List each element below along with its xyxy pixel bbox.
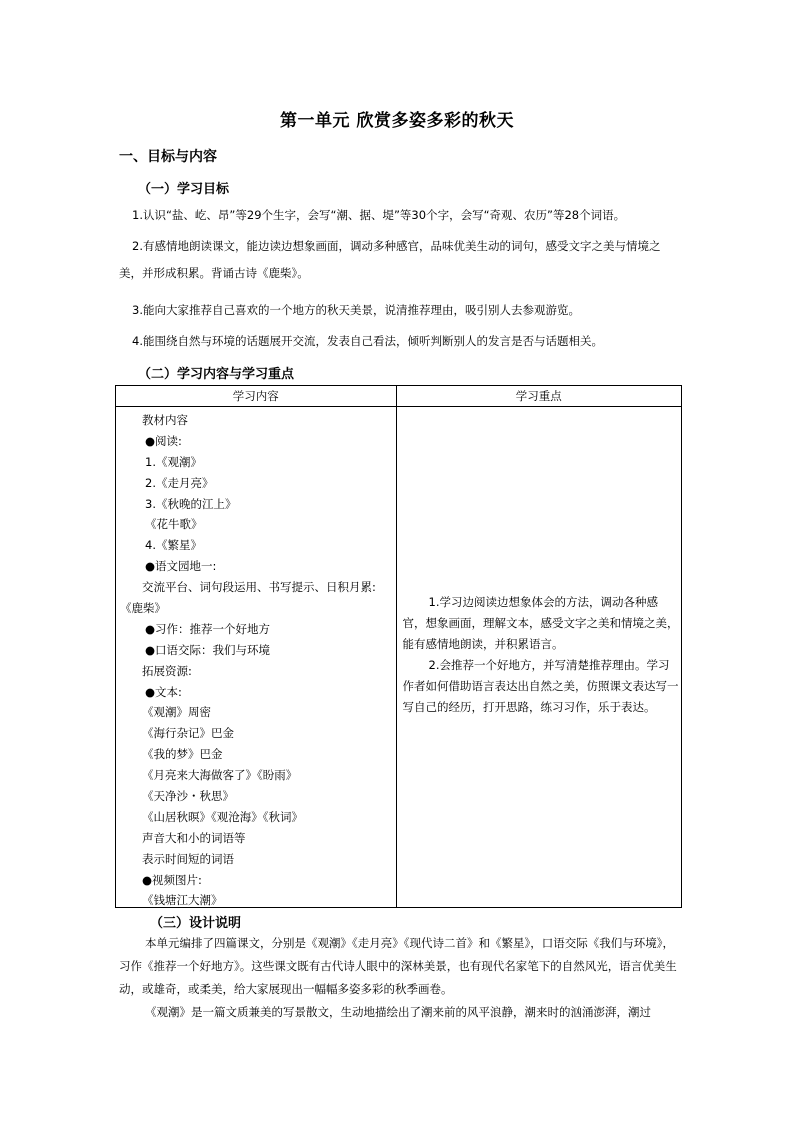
learning-content-table xyxy=(115,385,682,908)
goal-item-4: 4.能围绕自然与环境的话题展开交流，发表自己看法，倾听判断别人的发言是否与话题相关。 xyxy=(132,334,603,348)
content-line: 《花牛歌》 xyxy=(145,517,203,532)
content-line: ●口语交际：我们与环境 xyxy=(145,642,271,657)
table-header-focus: 学习重点 xyxy=(396,386,682,407)
content-list xyxy=(120,410,392,911)
content-line: 3.《秋晚的江上》 xyxy=(145,496,237,511)
content-cell xyxy=(116,407,397,908)
table-header-content: 学习内容 xyxy=(116,386,397,407)
content-line: ●语文园地一: xyxy=(145,559,217,574)
page-title: 第一单元 欣赏多姿多彩的秋天 xyxy=(280,111,514,131)
subheading-learning-content: （二）学习内容与学习重点 xyxy=(138,367,295,382)
focus-cell xyxy=(396,407,682,908)
content-line: 2.《走月亮》 xyxy=(145,475,214,490)
design-paragraph-2: 《观潮》是一篇文质兼美的写景散文，生动地描绘出了潮来前的风平浪静，潮来时的汹涌澎湃，潮过 xyxy=(145,1005,651,1019)
content-line: 《月亮来大海做客了》《盼雨》 xyxy=(142,768,298,783)
content-line: 《海行杂记》巴金 xyxy=(142,726,234,741)
content-line: 《观潮》周密 xyxy=(142,705,211,720)
goal-item-2: 2.有感情地朗读课文，能边读边想象画面，调动多种感官，品味优美生动的词句，感受文字之美与情境之美，并形成积累。背诵古诗《鹿柴》。 xyxy=(119,239,661,280)
content-line: 《天净沙・秋思》 xyxy=(142,789,234,804)
focus-item-1: 1.学习边阅读边想象体会的方法，调动各种感官，想象画面，理解文本，感受文字之美和情境之美，能有感情地朗读，并积累语言。 xyxy=(402,595,679,651)
goal-item-1: 1.认识“盐、屹、昂”等29个生字，会写“潮、据、堤”等30个字，会写“奇观、农历”等28个词语。 xyxy=(132,208,626,222)
content-line: 1.《观潮》 xyxy=(145,454,202,469)
focus-item-2: 2.会推荐一个好地方，并写清楚推荐理由。学习作者如何借助语言表达出自然之美，仿照课文表达写一写自己的经历，打开思路，练习习作，乐于表达。 xyxy=(402,658,679,714)
content-line: 声音大和小的词语等 xyxy=(142,830,246,845)
goal-item-3: 3.能向大家推荐自己喜欢的一个地方的秋天美景，说清推荐理由，吸引别人去参观游览。 xyxy=(132,303,580,317)
content-line: 《我的梦》巴金 xyxy=(142,747,223,762)
content-line: 拓展资源: xyxy=(142,663,192,678)
design-notes xyxy=(119,932,683,1024)
content-line: 教材内容 xyxy=(142,413,188,427)
subheading-design-notes: （三）设计说明 xyxy=(150,916,242,931)
content-line: 《鹿柴》 xyxy=(120,601,166,616)
focus-text xyxy=(403,592,679,718)
design-paragraph-1: 本单元编排了四篇课文，分别是《观潮》《走月亮》《现代诗二首》和《繁星》，口语交际《我们与环境》，习作《推荐一个好地方》。这些课文既有古代诗人眼中的深林美景，也有现代名家笔下的自然风光，语言优美生动，或雄奇，或柔美，给大家展现出一幅幅多姿多彩的秋季画卷。 xyxy=(119,936,677,996)
content-line: 《山居秋暝》《观沧海》《秋词》 xyxy=(142,809,303,824)
content-line: 表示时间短的词语 xyxy=(142,851,234,866)
content-line: 4.《繁星》 xyxy=(145,538,202,553)
content-line: ●视频图片: xyxy=(142,872,202,887)
content-line: 交流平台、词句段运用、书写提示、日积月累: xyxy=(142,580,376,595)
content-line: ●习作：推荐一个好地方 xyxy=(145,621,271,636)
section-heading-goals-content: 一、目标与内容 xyxy=(119,149,217,165)
content-line: ●阅读: xyxy=(145,433,182,448)
content-line: 《钱塘江大潮》 xyxy=(142,893,223,908)
content-line: ●文本: xyxy=(145,684,182,699)
subheading-learning-goals: （一）学习目标 xyxy=(138,182,230,197)
